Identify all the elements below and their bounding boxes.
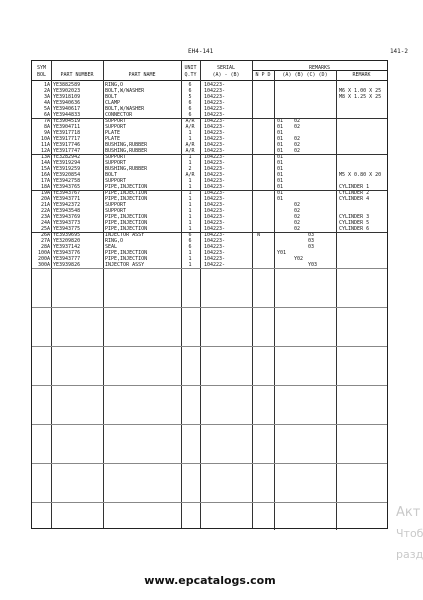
cell-part: YE3943777	[53, 256, 81, 262]
cell-part: YE3919294	[53, 160, 81, 166]
header-unit: UNIT	[184, 65, 197, 71]
watermark-line-1: Акт	[396, 505, 421, 520]
cell-serial: 104223-	[204, 112, 226, 118]
cell-serial: 104223-	[204, 238, 226, 244]
cell-name: BOLT,W/WASHER	[105, 106, 145, 112]
grid-line	[32, 424, 387, 425]
cell-serial: 104223-	[204, 124, 226, 130]
cell-b: 02	[294, 208, 301, 214]
cell-qty: 1	[188, 250, 192, 256]
cell-part: YE3917746	[53, 142, 81, 148]
cell-sym: 13A	[40, 154, 50, 160]
cell-name: PIPE,INJECTION	[105, 226, 148, 232]
cell-qty: 1	[188, 208, 192, 214]
cell-part: YE3943775	[53, 226, 81, 232]
cell-serial: 104223-	[204, 184, 226, 190]
cell-b: 02	[294, 148, 301, 154]
grid-line	[32, 268, 387, 269]
cell-qty: 6	[188, 244, 192, 250]
cell-a: 01	[277, 154, 284, 160]
page-header	[0, 48, 420, 58]
cell-n: N	[257, 232, 261, 238]
cell-serial: 104223-	[204, 136, 226, 142]
cell-name: INJECTOR ASSY	[105, 232, 145, 238]
cell-sym: 17A	[40, 178, 50, 184]
cell-qty: 1	[188, 160, 192, 166]
header-sym: SYM	[36, 65, 47, 71]
cell-serial: 104223-	[204, 94, 226, 100]
cell-sym: 19A	[40, 190, 50, 196]
header-serial-range: (A) - (B)	[212, 72, 240, 78]
cell-part: YE3942372	[53, 202, 81, 208]
cell-qty: 1	[188, 214, 192, 220]
cell-serial: 104223-	[204, 106, 226, 112]
cell-qty: 1	[188, 190, 192, 196]
cell-b: 02	[294, 124, 301, 130]
cell-a: 01	[277, 148, 284, 154]
cell-name: CONNECTOR	[105, 112, 133, 118]
cell-b: 02	[294, 226, 301, 232]
grid-line	[32, 463, 387, 464]
cell-name: SUPPORT	[105, 202, 127, 208]
watermark-line-2: Чтоб	[396, 527, 423, 540]
cell-qty: 1	[188, 184, 192, 190]
cell-qty: A/R	[185, 172, 195, 178]
cell-name: PIPE,INJECTION	[105, 184, 148, 190]
cell-sym: 22A	[40, 208, 50, 214]
header-npd: N P D	[255, 72, 271, 78]
group-separator	[32, 190, 387, 191]
cell-sym: 21A	[40, 202, 50, 208]
cell-qty: 6	[188, 112, 192, 118]
cell-serial: 104223-	[204, 250, 226, 256]
cell-part: YE3943776	[53, 250, 81, 256]
cell-name: PIPE,INJECTION	[105, 256, 148, 262]
cell-remark: CYLINDER 6	[339, 226, 370, 232]
header-subrule	[252, 70, 387, 71]
cell-sym: 5A	[43, 106, 50, 112]
cell-serial: 104223-	[204, 244, 226, 250]
cell-name: SEAL	[105, 244, 118, 250]
header-abcd: (A) (B) (C) (D)	[282, 72, 328, 78]
cell-qty: 1	[188, 220, 192, 226]
cell-part: YE3943769	[53, 214, 81, 220]
cell-qty: 1	[188, 136, 192, 142]
cell-sym: 18A	[40, 184, 50, 190]
cell-part: YE3943765	[53, 184, 81, 190]
cell-serial: 104223-	[204, 172, 226, 178]
cell-sym: 9A	[43, 130, 50, 136]
cell-serial: 104223-	[204, 88, 226, 94]
header-serial: SERIAL	[216, 65, 236, 71]
cell-b: Y02	[294, 256, 304, 262]
cell-qty: 6	[188, 100, 192, 106]
cell-a: 01	[277, 142, 284, 148]
cell-name: BOLT	[105, 94, 118, 100]
cell-sym: 25A	[40, 226, 50, 232]
cell-name: SUPPORT	[105, 118, 127, 124]
cell-qty: 1	[188, 196, 192, 202]
cell-a: 01	[277, 166, 284, 172]
cell-part: YE3939695	[53, 232, 81, 238]
header-qty: Q.TY	[184, 72, 197, 78]
cell-sym: 16A	[40, 172, 50, 178]
footer-url[interactable]: www.epcatalogs.com	[144, 574, 276, 587]
cell-remark: M8 X 1.25 X 25	[339, 94, 382, 100]
cell-part: YE3920854	[53, 172, 81, 178]
cell-name: PLATE	[105, 130, 121, 136]
cell-serial: 104223-	[204, 226, 226, 232]
cell-serial: 104223-	[204, 256, 226, 262]
cell-qty: 1	[188, 202, 192, 208]
cell-sym: 4A	[43, 100, 50, 106]
cell-name: INJECTOR ASSY	[105, 262, 145, 268]
cell-a: 01	[277, 172, 284, 178]
cell-a: 01	[277, 178, 284, 184]
cell-name: PIPE,INJECTION	[105, 196, 148, 202]
cell-sym: 6A	[43, 112, 50, 118]
cell-part: YE3919259	[53, 166, 81, 172]
cell-serial: 104223-	[204, 202, 226, 208]
cell-part: YE3902023	[53, 88, 81, 94]
group-separator	[32, 232, 387, 233]
cell-part: YE3940617	[53, 106, 81, 112]
cell-sym: 200A	[37, 256, 50, 262]
cell-b: 02	[294, 202, 301, 208]
cell-serial: 104223-	[204, 166, 226, 172]
cell-b: 02	[294, 118, 301, 124]
cell-sym: 2A	[43, 88, 50, 94]
cell-part: YE3939826	[53, 262, 81, 268]
cell-sym: 28A	[40, 244, 50, 250]
grid-line	[32, 385, 387, 386]
cell-part: YE3882589	[53, 82, 81, 88]
cell-serial: 104223-	[204, 196, 226, 202]
cell-a: 01	[277, 196, 284, 202]
cell-qty: A/R	[185, 148, 195, 154]
cell-b: 02	[294, 220, 301, 226]
cell-b: 02	[294, 214, 301, 220]
cell-name: PIPE,INJECTION	[105, 220, 148, 226]
cell-sym: 3A	[43, 94, 50, 100]
cell-name: PLATE	[105, 136, 121, 142]
cell-a: 01	[277, 130, 284, 136]
cell-name: SUPPORT	[105, 178, 127, 184]
cell-remark: CYLINDER 1	[339, 184, 370, 190]
cell-name: SUPPORT	[105, 154, 127, 160]
cell-name: BOLT,W/WASHER	[105, 88, 145, 94]
cell-name: BOLT	[105, 172, 118, 178]
cell-a: Y01	[277, 250, 287, 256]
cell-remark: M5 X 0.80 X 20	[339, 172, 382, 178]
cell-part: YE3944833	[53, 112, 81, 118]
cell-name: PIPE,INJECTION	[105, 190, 148, 196]
cell-part: YE3943771	[53, 196, 81, 202]
cell-part: YE3917718	[53, 130, 81, 136]
cell-sym: 27A	[40, 238, 50, 244]
cell-name: PIPE,INJECTION	[105, 250, 148, 256]
grid-line	[32, 502, 387, 503]
cell-part: YE3917747	[53, 148, 81, 154]
cell-qty: 1	[188, 256, 192, 262]
cell-qty: A/R	[185, 142, 195, 148]
cell-sym: 24A	[40, 220, 50, 226]
cell-part: YE3940636	[53, 100, 81, 106]
cell-qty: 6	[188, 238, 192, 244]
cell-serial: 104222-	[204, 262, 226, 268]
cell-a: 01	[277, 160, 284, 166]
cell-a: 01	[277, 190, 284, 196]
cell-b: 02	[294, 136, 301, 142]
cell-part: YE3942758	[53, 178, 81, 184]
cell-serial: 104223-	[204, 190, 226, 196]
cell-qty: 1	[188, 262, 192, 268]
cell-part: YE3943773	[53, 220, 81, 226]
cell-sym: 15A	[40, 166, 50, 172]
cell-qty: 5	[188, 94, 192, 100]
page-number: 141-2	[389, 48, 408, 55]
cell-name: BUSHING,RUBBER	[105, 142, 148, 148]
cell-remark: M6 X 1.00 X 25	[339, 88, 382, 94]
cell-serial: 104223-	[204, 148, 226, 154]
cell-qty: 1	[188, 226, 192, 232]
cell-name: SUPPORT	[105, 124, 127, 130]
header-part-number: PART NUMBER	[60, 72, 94, 78]
cell-name: RING,O	[105, 238, 124, 244]
cell-qty: 1	[188, 154, 192, 160]
cell-name: RING,O	[105, 82, 124, 88]
cell-part: YE3918109	[53, 94, 81, 100]
cell-qty: 6	[188, 232, 192, 238]
cell-name: BUSHING,RUBBER	[105, 166, 148, 172]
cell-part: YE3943548	[53, 208, 81, 214]
cell-a: 01	[277, 136, 284, 142]
cell-name: PIPE,INJECTION	[105, 214, 148, 220]
cell-sym: 26A	[40, 232, 50, 238]
cell-qty: 1	[188, 130, 192, 136]
cell-remark: CYLINDER 2	[339, 190, 370, 196]
header-remark: REMARK	[352, 72, 371, 78]
cell-qty: 6	[188, 88, 192, 94]
header-remarks: REMARKS	[308, 65, 331, 71]
cell-part: YE3209820	[53, 238, 81, 244]
cell-part: YE3943767	[53, 190, 81, 196]
cell-sym: 14A	[40, 160, 50, 166]
cell-c: Y03	[308, 262, 318, 268]
cell-name: BUSHING,RUBBER	[105, 148, 148, 154]
cell-a: 01	[277, 118, 284, 124]
group-separator	[32, 154, 387, 155]
header-bol: BOL	[36, 72, 47, 78]
cell-qty: 1	[188, 178, 192, 184]
cell-c: 03	[308, 238, 315, 244]
cell-serial: 104223-	[204, 154, 226, 160]
cell-serial: 104223-	[204, 214, 226, 220]
cell-serial: 104223-	[204, 220, 226, 226]
cell-serial: 104223-	[204, 142, 226, 148]
cell-serial: 104223-	[204, 160, 226, 166]
cell-a: 01	[277, 184, 284, 190]
cell-name: CLAMP	[105, 100, 121, 106]
cell-sym: 10A	[40, 136, 50, 142]
cell-sym: 100A	[37, 250, 50, 256]
cell-remark: CYLINDER 5	[339, 220, 370, 226]
cell-sym: 23A	[40, 214, 50, 220]
grid-line	[32, 346, 387, 347]
cell-sym: 8A	[43, 124, 50, 130]
header-part-name: PART NAME	[128, 72, 156, 78]
cell-sym: 12A	[40, 148, 50, 154]
cell-serial: 104223-	[204, 100, 226, 106]
cell-qty: 6	[188, 82, 192, 88]
cell-remark: CYLINDER 3	[339, 214, 370, 220]
header-bottom-rule	[32, 80, 387, 81]
cell-qty: A/R	[185, 118, 195, 124]
cell-serial: 104223-	[204, 82, 226, 88]
cell-sym: 300A	[37, 262, 50, 268]
model-code: EH4-141	[188, 48, 214, 55]
cell-serial: 104223-	[204, 232, 226, 238]
cell-sym: 11A	[40, 142, 50, 148]
cell-qty: 6	[188, 106, 192, 112]
cell-part: YE3917717	[53, 136, 81, 142]
cell-remark: CYLINDER 4	[339, 196, 370, 202]
cell-c: 03	[308, 244, 315, 250]
cell-part: YE3937142	[53, 244, 81, 250]
cell-sym: 7A	[43, 118, 50, 124]
cell-name: SUPPORT	[105, 208, 127, 214]
cell-serial: 104223-	[204, 118, 226, 124]
cell-a: 01	[277, 124, 284, 130]
cell-sym: 20A	[40, 196, 50, 202]
cell-part: YE3904711	[53, 124, 81, 130]
cell-serial: 104223-	[204, 208, 226, 214]
cell-qty: 2	[188, 166, 192, 172]
cell-serial: 104223-	[204, 178, 226, 184]
cell-c: 03	[308, 232, 315, 238]
cell-sym: 1A	[43, 82, 50, 88]
group-separator	[32, 118, 387, 119]
grid-line	[32, 307, 387, 308]
watermark-line-3: разд	[396, 548, 423, 561]
cell-part: YE3904519	[53, 118, 81, 124]
cell-qty: A/R	[185, 124, 195, 130]
parts-table	[31, 60, 388, 529]
cell-b: 02	[294, 142, 301, 148]
cell-serial: 104223-	[204, 130, 226, 136]
cell-name: SUPPORT	[105, 160, 127, 166]
cell-part: YE3282942	[53, 154, 81, 160]
